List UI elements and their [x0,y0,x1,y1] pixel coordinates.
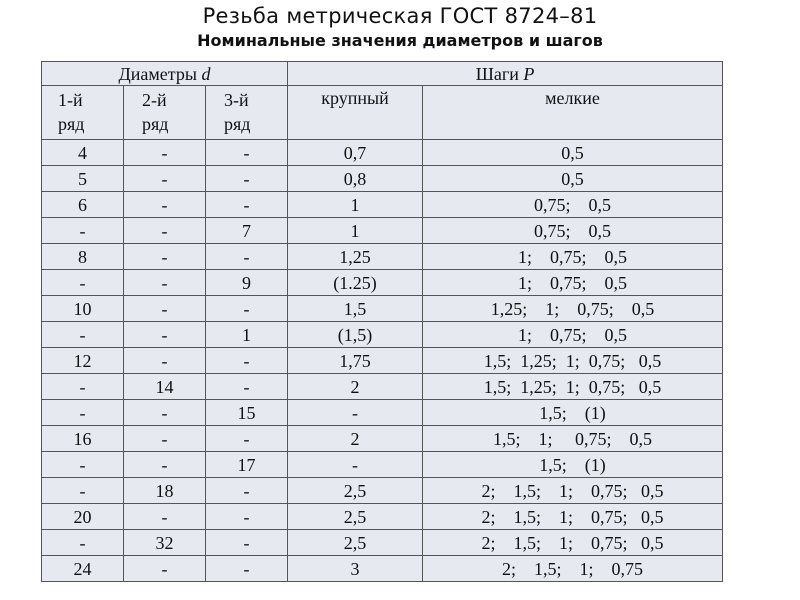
cell-diameter-row3: 17 [206,452,288,478]
table-row [42,400,723,426]
cell-diameter-row1: - [42,452,124,478]
col-header-row2: 2-й ряд [124,86,206,140]
cell-step-coarse: 1 [288,192,423,218]
col-header-fine: мелкие [423,86,723,140]
cell-step-coarse: 0,7 [288,140,423,166]
cell-step-coarse: - [288,452,423,478]
cell-diameter-row1: - [42,478,124,504]
table-row [42,530,723,556]
table-row [42,270,723,296]
table-row [42,452,723,478]
cell-diameter-row3: - [206,296,288,322]
cell-diameter-row1: - [42,218,124,244]
cell-diameter-row3: 1 [206,322,288,348]
col-header-row3: 3-й ряд [206,86,288,140]
diameters-header [42,62,288,86]
thread-table [41,61,723,582]
cell-step-fine: 1,5; 1,25; 1; 0,75; 0,5 [423,348,723,374]
steps-header [288,62,723,86]
table-row [42,140,723,166]
cell-step-fine: 1; 0,75; 0,5 [423,244,723,270]
cell-diameter-row3: - [206,192,288,218]
cell-diameter-row2: 32 [124,530,206,556]
cell-diameter-row2: - [124,452,206,478]
cell-diameter-row2: - [124,556,206,582]
cell-step-coarse: 2 [288,426,423,452]
cell-step-coarse: (1.25) [288,270,423,296]
cell-step-coarse: - [288,400,423,426]
table-row [42,296,723,322]
cell-diameter-row2: - [124,270,206,296]
cell-diameter-row1: 10 [42,296,124,322]
cell-diameter-row1: 12 [42,348,124,374]
cell-diameter-row3: - [206,426,288,452]
table-row [42,426,723,452]
cell-diameter-row2: - [124,166,206,192]
cell-step-coarse: 1,75 [288,348,423,374]
cell-step-fine: 0,75; 0,5 [423,192,723,218]
cell-step-fine: 2; 1,5; 1; 0,75 [423,556,723,582]
cell-diameter-row1: 20 [42,504,124,530]
cell-diameter-row1: 6 [42,192,124,218]
page-title: Резьба метрическая ГОСТ 8724–81 [202,4,598,28]
cell-diameter-row1: - [42,322,124,348]
cell-step-fine: 1; 0,75; 0,5 [423,270,723,296]
cell-diameter-row3: 9 [206,270,288,296]
cell-diameter-row3: - [206,166,288,192]
cell-diameter-row3: - [206,348,288,374]
cell-diameter-row3: - [206,140,288,166]
table-row [42,244,723,270]
cell-step-coarse: 2,5 [288,478,423,504]
header-row-groups [42,62,723,86]
cell-diameter-row2: - [124,218,206,244]
col-header-coarse: крупный [288,86,423,140]
table-row [42,166,723,192]
cell-diameter-row1: 24 [42,556,124,582]
table-row [42,322,723,348]
table-row [42,504,723,530]
cell-diameter-row2: - [124,426,206,452]
cell-step-coarse: 1,25 [288,244,423,270]
cell-step-fine: 1,5; (1) [423,452,723,478]
cell-diameter-row2: - [124,348,206,374]
cell-diameter-row1: 16 [42,426,124,452]
cell-diameter-row2: 18 [124,478,206,504]
cell-step-fine: 0,75; 0,5 [423,218,723,244]
cell-step-fine: 2; 1,5; 1; 0,75; 0,5 [423,478,723,504]
cell-diameter-row1: 4 [42,140,124,166]
col-header-row1: 1-й ряд [42,86,124,140]
cell-diameter-row2: 14 [124,374,206,400]
cell-diameter-row1: - [42,270,124,296]
page-subtitle: Номинальные значения диаметров и шагов [197,31,603,50]
cell-diameter-row2: - [124,504,206,530]
cell-diameter-row3: - [206,556,288,582]
cell-diameter-row3: - [206,244,288,270]
cell-diameter-row3: 15 [206,400,288,426]
cell-diameter-row2: - [124,244,206,270]
steps-label: Шаги [475,63,524,84]
cell-step-coarse: 2,5 [288,504,423,530]
cell-diameter-row1: - [42,530,124,556]
cell-diameter-row1: - [42,374,124,400]
table-row [42,348,723,374]
cell-diameter-row2: - [124,322,206,348]
table-row [42,374,723,400]
table-row [42,478,723,504]
cell-step-coarse: 1 [288,218,423,244]
cell-diameter-row3: 7 [206,218,288,244]
cell-step-coarse: 0,8 [288,166,423,192]
cell-step-fine: 1,5; 1,25; 1; 0,75; 0,5 [423,374,723,400]
cell-diameter-row1: - [42,400,124,426]
cell-step-fine: 1; 0,75; 0,5 [423,322,723,348]
table-row [42,556,723,582]
cell-step-fine: 1,5; (1) [423,400,723,426]
cell-diameter-row3: - [206,478,288,504]
cell-step-fine: 1,25; 1; 0,75; 0,5 [423,296,723,322]
cell-step-coarse: 1,5 [288,296,423,322]
table-row [42,218,723,244]
cell-step-coarse: (1,5) [288,322,423,348]
cell-step-coarse: 2 [288,374,423,400]
cell-diameter-row1: 8 [42,244,124,270]
cell-step-fine: 2; 1,5; 1; 0,75; 0,5 [423,530,723,556]
cell-diameter-row3: - [206,530,288,556]
header-row-columns [42,86,723,140]
diameters-symbol: d [201,63,211,84]
cell-diameter-row3: - [206,504,288,530]
cell-step-coarse: 2,5 [288,530,423,556]
cell-diameter-row2: - [124,400,206,426]
cell-diameter-row3: - [206,374,288,400]
diameters-label: Диаметры [118,63,202,84]
cell-diameter-row1: 5 [42,166,124,192]
cell-diameter-row2: - [124,140,206,166]
cell-step-fine: 2; 1,5; 1; 0,75; 0,5 [423,504,723,530]
cell-diameter-row2: - [124,296,206,322]
cell-step-fine: 1,5; 1; 0,75; 0,5 [423,426,723,452]
steps-symbol: P [523,63,535,84]
cell-step-fine: 0,5 [423,140,723,166]
cell-step-fine: 0,5 [423,166,723,192]
cell-step-coarse: 3 [288,556,423,582]
table-row [42,192,723,218]
cell-diameter-row2: - [124,192,206,218]
